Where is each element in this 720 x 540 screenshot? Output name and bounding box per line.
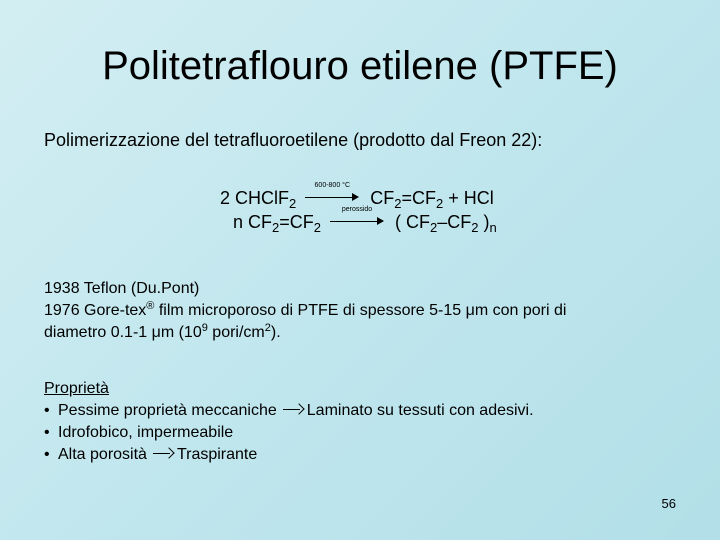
reaction-2-coefficient: n bbox=[233, 212, 244, 232]
reaction-2-monomer: $CF_2=CF_2$ bbox=[248, 212, 322, 235]
reaction-1-coefficient: 2 bbox=[220, 188, 231, 208]
reaction-1-arrow bbox=[305, 182, 359, 204]
reaction-2-condition: perossido bbox=[341, 206, 373, 213]
reaction-2 bbox=[233, 206, 497, 235]
arrow-right-icon bbox=[153, 448, 173, 460]
list-item: • Idrofobico, impermeabile bbox=[44, 422, 534, 444]
history-text bbox=[44, 278, 566, 344]
properties-heading: Proprietà bbox=[44, 380, 109, 397]
history-line-pores: diametro 0.1-1 μm ($10^9$ pori/$cm^2$). bbox=[44, 322, 281, 341]
reaction-1-products: $CF_2=CF_2$ + HCl bbox=[370, 188, 494, 211]
bullet-icon: • bbox=[44, 446, 50, 463]
history-line-goretex: 1976 Gore-tex® film microporoso di PTFE di spessore 5-15 μm con pori di bbox=[44, 300, 567, 319]
list-item: • Pessime proprietà meccaniche Laminato su tessuti con adesivi. bbox=[44, 400, 534, 422]
bullet-icon: • bbox=[44, 402, 50, 419]
history-line-teflon: 1938 Teflon (Du.Pont) bbox=[44, 280, 200, 297]
arrow-right-icon bbox=[283, 404, 303, 416]
reaction-block bbox=[220, 182, 497, 235]
reaction-2-arrow bbox=[330, 206, 384, 228]
slide-title: Politetraflouro etilene (PTFE) bbox=[102, 44, 618, 88]
reaction-1-reactant: CHClF$_2$ bbox=[235, 188, 297, 211]
properties-list bbox=[44, 400, 534, 466]
bullet-icon: • bbox=[44, 424, 50, 441]
list-item: • Alta porosità Traspirante bbox=[44, 444, 534, 466]
properties-section bbox=[44, 378, 534, 466]
reaction-2-polymer: ( $CF_2-CF_2$ )$_n$ bbox=[395, 212, 497, 235]
page-number: 56 bbox=[661, 496, 676, 511]
reaction-1-condition: 600-800 °C bbox=[314, 182, 351, 189]
intro-text: Polimerizzazione del tetrafluoroetilene (prodotto dal Freon 22): bbox=[44, 130, 543, 150]
